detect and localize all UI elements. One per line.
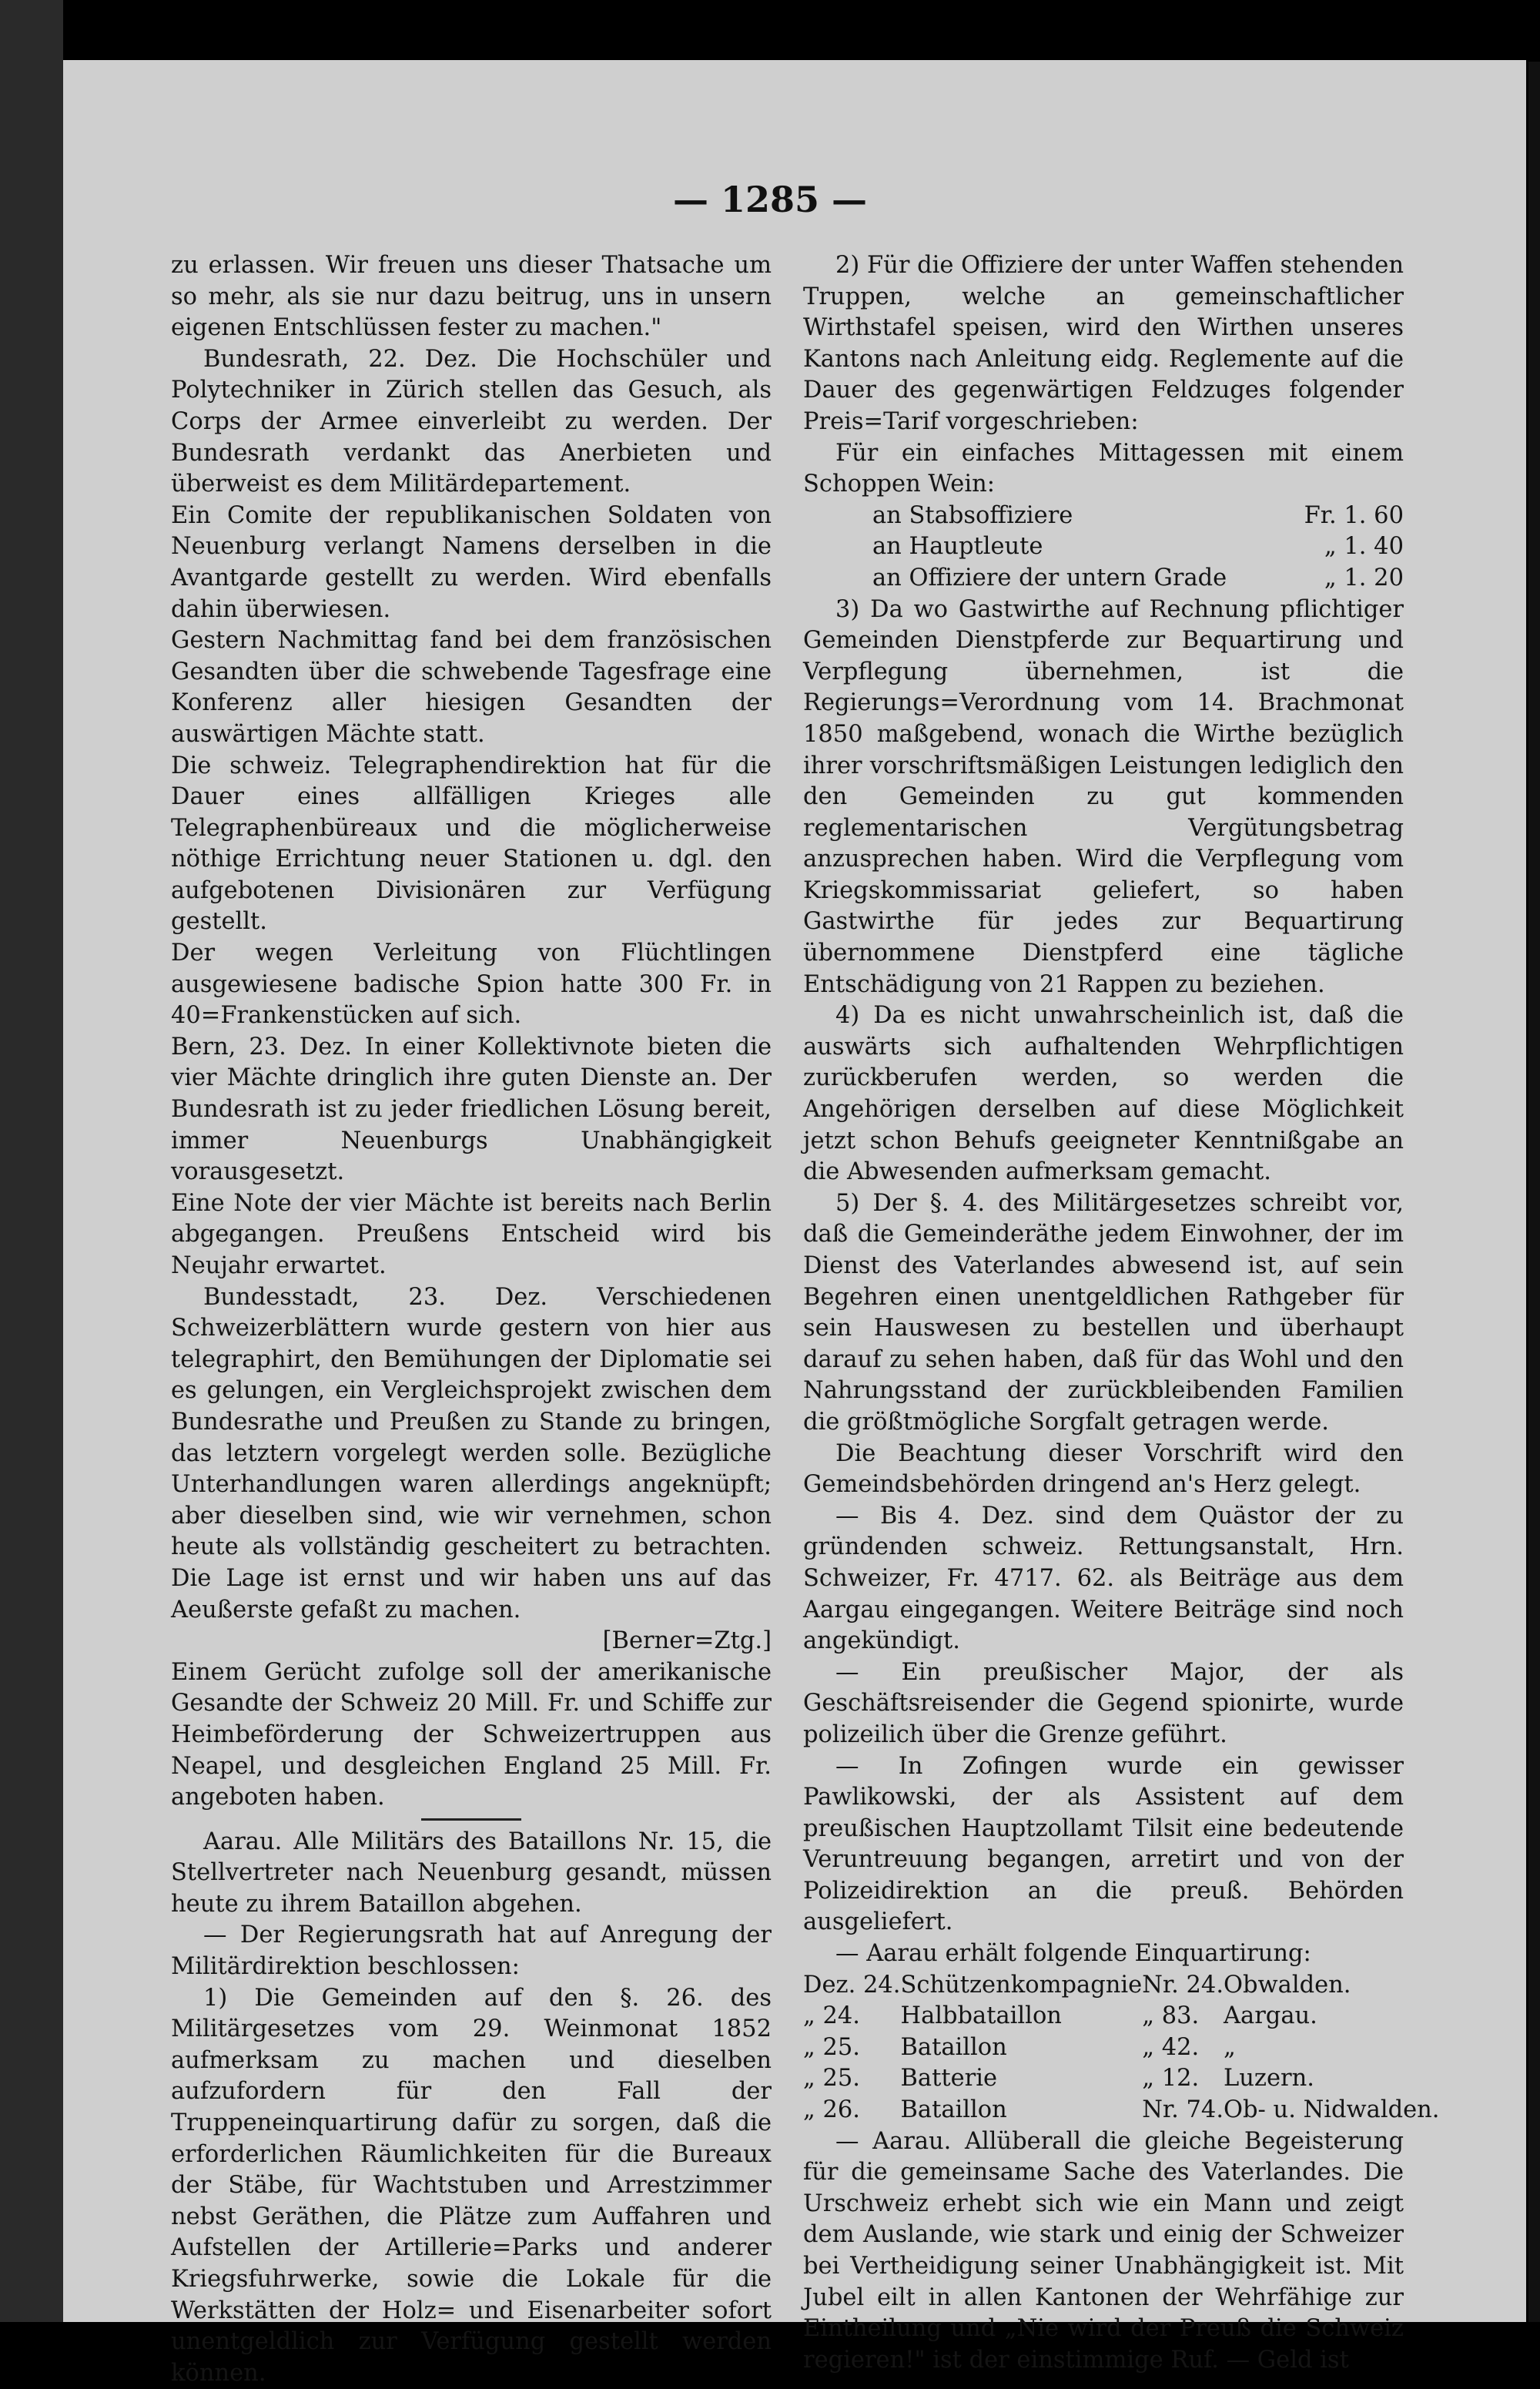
right-end (803, 2126, 1404, 2377)
paragraph (171, 501, 772, 625)
page-number: — 1285 — (672, 179, 868, 220)
paragraph-text: — Aarau erhält folgende Einquartirung: (835, 1940, 1311, 1968)
paragraph-text: — Bis 4. Dez. sind dem Quästor der zu gründenden schweiz. Rettungsanstalt, Hrn. Schweizer, Fr. 4717. 62. als Beiträge aus dem Aargau eingegangen. Weitere Beiträge sind noch angekündigt. (803, 1502, 1404, 1655)
right-middle (803, 595, 1404, 1970)
paragraph (171, 1282, 772, 1657)
paragraph-text: Gestern Nachmittag fand bei dem französischen Gesandten über die schwebende Tagesfrage eine Konferenz aller hiesigen Gesandten der auswärtigen Mächte statt. (171, 627, 772, 748)
paragraph-text: — In Zofingen wurde ein gewisser Pawlikowski, der als Assistent auf dem preußischen Hauptzollamt Tilsit eine bedeutende Veruntreuung begangen, arretirt und von der Polizeidirektion an die preuß. Behörden ausgeliefert. (803, 1752, 1404, 1936)
right-intro (803, 250, 1404, 501)
price-rank: an Offiziere der untern Grade (872, 564, 1227, 591)
price-amount: „ 1. 20 (1324, 564, 1404, 591)
quartering-nr: „ 42. (1142, 2033, 1200, 2061)
quartering-date: „ 26. (803, 2096, 861, 2124)
quartering-date: „ 25. (803, 2033, 861, 2061)
paragraph-text: Der wegen Verleitung von Flüchtlingen ausgewiesene badische Spion hatte 300 Fr. in 40=Frankenstücken auf sich. (171, 940, 772, 1030)
paragraph (803, 1657, 1404, 1751)
paragraph (803, 1188, 1404, 1439)
quartering-unit: Bataillon (900, 2096, 1007, 2124)
quartering-row (803, 2032, 1440, 2064)
paragraph-text: Ein Comite der republikanischen Soldaten von Neuenburg verlangt Namens derselben in die Avantgarde gestellt zu werden. Wird ebenfalls dahin überwiesen. (171, 501, 772, 623)
paragraph-text: Aarau. Alle Militärs des Bataillons Nr. 15, die Stellvertreter nach Neuenburg gesandt, müssen heute zu ihrem Bataillon abgehen. (171, 1828, 772, 1918)
paragraph-text: Bundesstadt, 23. Dez. Verschiedenen Schweizerblättern wurde gestern von hier aus telegraphirt, den Bemühungen der Diplomatie sei es gelungen, ein Vergleichsprojekt zwischen dem Bundesrathe und Preußen zu Stande zu bringen, das letztern vorgelegt werden solle. Bezügliche Unterhandlungen waren allerdings angeknüpft; aber dieselben sind, wie wir vernehmen, schon heute als vollständig gescheitert zu betrachten. Die Lage ist ernst und wir haben uns auf das Aeußerste gefaßt zu machen. (171, 1283, 772, 1623)
price-amount: Fr. 1. 60 (1304, 501, 1404, 529)
paragraph (803, 1938, 1404, 1970)
paragraph (171, 938, 772, 1032)
paragraph (171, 1188, 772, 1282)
quartering-date: „ 25. (803, 2065, 861, 2092)
quartering-canton: Aargau. (1224, 2002, 1317, 2030)
price-row (872, 531, 1404, 563)
paragraph (171, 751, 772, 939)
price-row (872, 501, 1404, 532)
scan-edge-shadow (1528, 62, 1540, 2322)
section-divider (421, 1818, 521, 1821)
paragraph-text: 2) Für die Offiziere der unter Waffen stehenden Truppen, welche an gemeinschaftlicher Wirthstafel speisen, wird den Wirthen unseres Kantons nach Anleitung eidg. Reglemente auf die Dauer des gegenwärtigen Feldzuges folgender Preis=Tarif vorgeschrieben: (803, 252, 1404, 435)
paragraph (171, 625, 772, 750)
quartering-unit: Halbbataillon (900, 2002, 1062, 2030)
quartering-unit: Batterie (900, 2065, 998, 2092)
paragraph-text: Für ein einfaches Mittagessen mit einem Schoppen Wein: (803, 439, 1404, 498)
paragraph (803, 1439, 1404, 1501)
price-row (872, 563, 1404, 595)
paragraph-text: Einem Gerücht zufolge soll der amerikanische Gesandte der Schweiz 20 Mill. Fr. und Schiffe zur Heimbeförderung der Schweizertruppen aus Neapel, und desgleichen England 25 Mill. Fr. angeboten haben. (171, 1658, 772, 1811)
paragraph (171, 344, 772, 501)
quartering-canton: Ob- u. Nidwalden. (1224, 2096, 1440, 2124)
quartering-nr: „ 83. (1142, 2002, 1200, 2030)
paragraph-text: Die schweiz. Telegraphendirektion hat für die Dauer eines allfälligen Krieges alle Telegraphenbüreaux und die möglicherweise nöthige Errichtung neuer Stationen u. dgl. den aufgebotenen Divisionären zur Verfügung gestellt. (171, 752, 772, 936)
paragraph-text: Die Beachtung dieser Vorschrift wird den Gemeindsbehörden dringend an's Herz gelegt. (803, 1439, 1404, 1499)
price-tariff-table (872, 501, 1404, 595)
paragraph-text: — Ein preußischer Major, der als Geschäftsreisender die Gegend spionirte, wurde polizeilich über die Grenze geführt. (803, 1658, 1404, 1748)
quartering-table (803, 1970, 1440, 2126)
scan-margin-left (0, 0, 63, 2322)
paragraph (803, 1751, 1404, 1939)
paragraph (171, 1032, 772, 1188)
quartering-nr: Nr. 74. (1142, 2096, 1224, 2124)
price-amount: „ 1. 40 (1324, 533, 1404, 561)
quartering-row (803, 2095, 1440, 2126)
quartering-canton: Luzern. (1224, 2065, 1314, 2092)
paragraph (171, 1827, 772, 1921)
paragraph-text: Bundesrath, 22. Dez. Die Hochschüler und Polytechniker in Zürich stellen das Gesuch, als Corps der Armee einverleibt zu werden. Der Bundesrath verdankt das Anerbieten und überweist es dem Militärdepartement. (171, 345, 772, 498)
paragraph-text: Bern, 23. Dez. In einer Kollektivnote bieten die vier Mächte dringlich ihre guten Dienste an. Der Bundesrath ist zu jeder friedlichen Lösung bereit, immer Neuenburgs Unabhängigkeit vorausgesetzt. (171, 1033, 772, 1186)
paragraph (171, 1657, 772, 1814)
paragraph-text: 5) Der §. 4. des Militärgesetzes schreibt vor, daß die Gemeinderäthe jedem Einwohner, der im Dienst des Vaterlandes abwesend ist, auf sein Begehren einen unentgeldlichen Rathgeber für sein Hauswesen zu bestellen und überhaupt darauf zu sehen haben, daß für das Wohl und den Nahrungsstand der zurückbleibenden Familien die größtmögliche Sorgfalt getragen werde. (803, 1189, 1404, 1436)
source-citation: [Berner=Ztg.] (602, 1627, 772, 1655)
left-column (171, 250, 772, 2389)
paragraph (803, 2126, 1404, 2377)
quartering-row (803, 2063, 1440, 2095)
paragraph-text: — Der Regierungsrath hat auf Anregung der Militärdirektion beschlossen: (171, 1922, 772, 1981)
quartering-unit: Bataillon (900, 2033, 1007, 2061)
paragraph (171, 1983, 772, 2389)
quartering-date: „ 24. (803, 2002, 861, 2030)
quartering-nr: Nr. 24. (1142, 1971, 1224, 1999)
paragraph (803, 1501, 1404, 1657)
price-rank: an Stabsoffiziere (872, 501, 1073, 529)
quartering-unit: Schützenkompagnie (900, 1971, 1143, 1999)
paragraph (171, 1920, 772, 1982)
quartering-row (803, 2001, 1440, 2032)
paragraph-text: 3) Da wo Gastwirthe auf Rechnung pflichtiger Gemeinden Dienstpferde zur Bequartirung und Verpflegung übernehmen, ist die Regierungs=Verordnung vom 14. Brachmonat 1850 maßgebend, wonach die Wirthe bezüglich ihrer vorschriftsmäßigen Leistungen lediglich den den Gemeinden zu gut kommenden reglementarischen Vergütungsbetrag anzusprechen haben. Wird die Verpflegung vom Kriegskommissariat geliefert, so haben Gastwirthe für jedes zur Bequartirung übernommene Dienstpferd eine tägliche Entschädigung von 21 Rappen zu beziehen. (803, 595, 1404, 998)
paragraph (803, 438, 1404, 501)
quartering-row (803, 1970, 1440, 2002)
paragraph-text: — Aarau. Allüberall die gleiche Begeisterung für die gemeinsame Sache des Vaterlandes. Die Urschweiz erhebt sich wie ein Mann und zeigt dem Auslande, wie stark und einig der Schweizer bei Vertheidigung seiner Unabhängigkeit ist. Mit Jubel eilt in allen Kantonen der Wehrfähige zur Eintheilung und „Nie wird der Preuß die Schweiz regieren!" ist der einstimmige Ruf. — Geld ist (803, 2127, 1404, 2374)
paragraph (171, 250, 772, 344)
quartering-canton: Obwalden. (1224, 1971, 1351, 1999)
quartering-canton: „ (1224, 2033, 1236, 2061)
paragraph (803, 250, 1404, 438)
price-rank: an Hauptleute (872, 533, 1043, 561)
paragraph (803, 595, 1404, 1001)
paragraph-text: zu erlassen. Wir freuen uns dieser Thatsache um so mehr, als sie nur dazu beitrug, uns in unsern eigenen Entschlüssen fester zu machen." (171, 252, 772, 342)
paragraph-text: 4) Da es nicht unwahrscheinlich ist, daß die auswärts sich aufhaltenden Wehrpflichtigen zurückberufen werden, so werden die Angehörigen derselben auf diese Möglichkeit jetzt schon Behufs geeigneter Kenntnißgabe an die Abwesenden aufmerksam gemacht. (803, 1002, 1404, 1186)
quartering-date: Dez. 24. (803, 1971, 901, 1999)
paragraph (803, 1000, 1404, 1188)
right-column (803, 250, 1440, 2376)
paragraph-text: Eine Note der vier Mächte ist bereits nach Berlin abgegangen. Preußens Entscheid wird bis Neujahr erwartet. (171, 1189, 772, 1279)
quartering-nr: „ 12. (1142, 2065, 1200, 2092)
paragraph-text: 1) Die Gemeinden auf den §. 26. des Militärgesetzes vom 29. Weinmonat 1852 aufmerksam zu machen und dieselben aufzufordern für den Fall der Truppeneinquartirung dafür zu sorgen, daß die erforderlichen Räumlichkeiten für die Bureaux der Stäbe, für Wachtstuben und Arrestzimmer nebst Geräthen, die Plätze zum Auffahren und Aufstellen der Artillerie=Parks und anderer Kriegsfuhrwerke, sowie die Lokale für die Werkstätten der Holz= und Eisenarbeiter sofort unentgeldlich zur Verfügung gestellt werden können. (171, 1984, 772, 2387)
